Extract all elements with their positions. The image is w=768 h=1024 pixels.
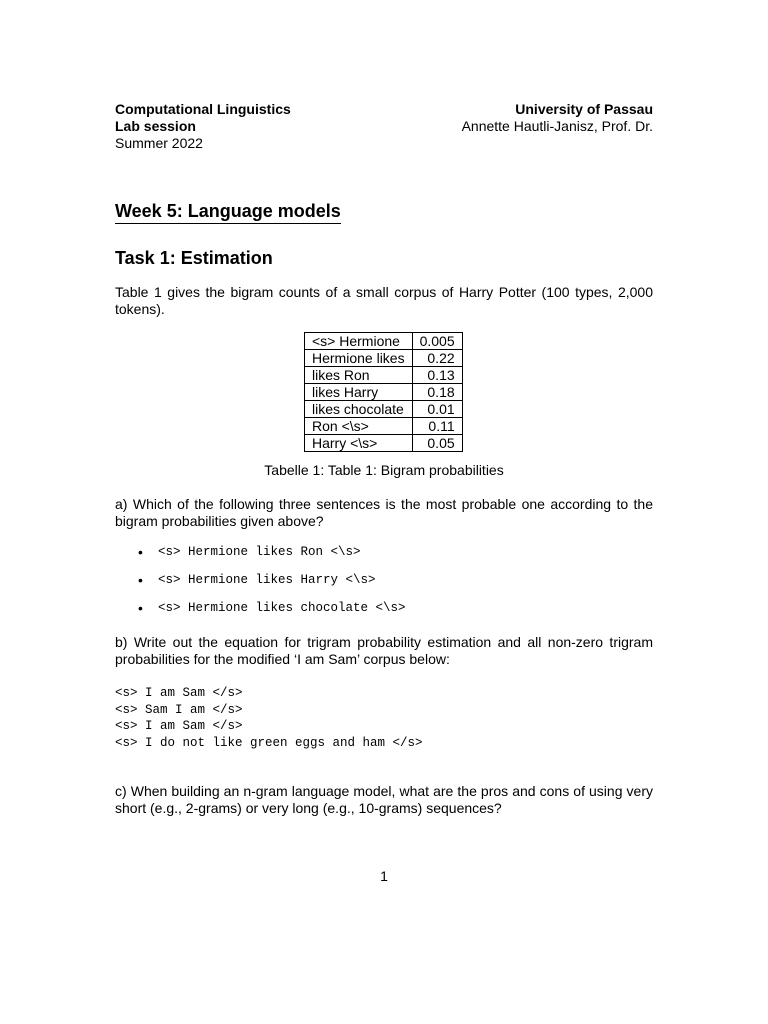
corpus-line: <s> I am Sam </s> (115, 719, 243, 733)
bigram-cell: <s> Hermione (305, 333, 413, 350)
table-row (305, 435, 463, 452)
probability-cell: 0.13 (412, 367, 462, 384)
corpus-line: <s> I am Sam </s> (115, 686, 243, 700)
sentence-text: <s> Hermione likes chocolate <\s> (158, 601, 406, 615)
table-row (305, 333, 463, 350)
table-caption: Tabelle 1: Table 1: Bigram probabilities (264, 462, 504, 478)
bigram-cell: likes Ron (305, 367, 413, 384)
bigram-table (304, 332, 463, 452)
probability-cell: 0.11 (412, 418, 462, 435)
bullet-icon: • (138, 600, 143, 616)
sentence-text: <s> Hermione likes Ron <\s> (158, 545, 361, 559)
page-header (115, 101, 653, 152)
probability-cell: 0.18 (412, 384, 462, 401)
bullet-icon: • (138, 544, 143, 560)
table-row (305, 350, 463, 367)
table-row (305, 401, 463, 418)
probability-cell: 0.22 (412, 350, 462, 367)
question-c: c) When building an n-gram language model, what are the pros and cons of using very short (e.g., 2-grams) or very long (e.g., 10-grams) sequences? (115, 783, 653, 816)
table-row (305, 418, 463, 435)
bigram-cell: likes Harry (305, 384, 413, 401)
sentence-text: <s> Hermione likes Harry <\s> (158, 573, 376, 587)
question-b: b) Write out the equation for trigram probability estimation and all non-zero trigram probabilities for the modified ‘I am Sam’ corpus below: (115, 634, 653, 667)
list-item (138, 572, 653, 600)
document-page (115, 101, 653, 817)
corpus-line: <s> Sam I am </s> (115, 702, 243, 717)
page-number: 1 (380, 868, 388, 884)
week-title: Week 5: Language models (115, 200, 341, 224)
course-name: Computational Linguistics (115, 101, 291, 117)
corpus-block (115, 685, 653, 751)
probability-cell: 0.005 (412, 333, 462, 350)
session-name: Lab session (115, 118, 196, 134)
question-a: a) Which of the following three sentences is the most probable one according to the bigram probabilities given above? (115, 496, 653, 529)
corpus-line: <s> I do not like green eggs and ham </s> (115, 735, 423, 750)
university-name: University of Passau (515, 101, 653, 117)
task-title: Task 1: Estimation (115, 248, 273, 268)
list-item (138, 544, 653, 572)
header-left (115, 101, 291, 152)
list-item (138, 600, 653, 628)
bullet-icon: • (138, 572, 143, 588)
table-row (305, 367, 463, 384)
term: Summer 2022 (115, 135, 203, 151)
bigram-cell: likes chocolate (305, 401, 413, 418)
bigram-cell: Harry <\s> (305, 435, 413, 452)
instructor-name: Annette Hautli-Janisz, Prof. Dr. (461, 118, 653, 134)
bigram-cell: Ron <\s> (305, 418, 413, 435)
sentence-list (115, 544, 653, 628)
intro-paragraph: Table 1 gives the bigram counts of a small corpus of Harry Potter (100 types, 2,000 tokens). (115, 284, 653, 317)
bigram-cell: Hermione likes (305, 350, 413, 367)
probability-cell: 0.01 (412, 401, 462, 418)
probability-cell: 0.05 (412, 435, 462, 452)
header-right (462, 101, 653, 152)
table-row (305, 384, 463, 401)
